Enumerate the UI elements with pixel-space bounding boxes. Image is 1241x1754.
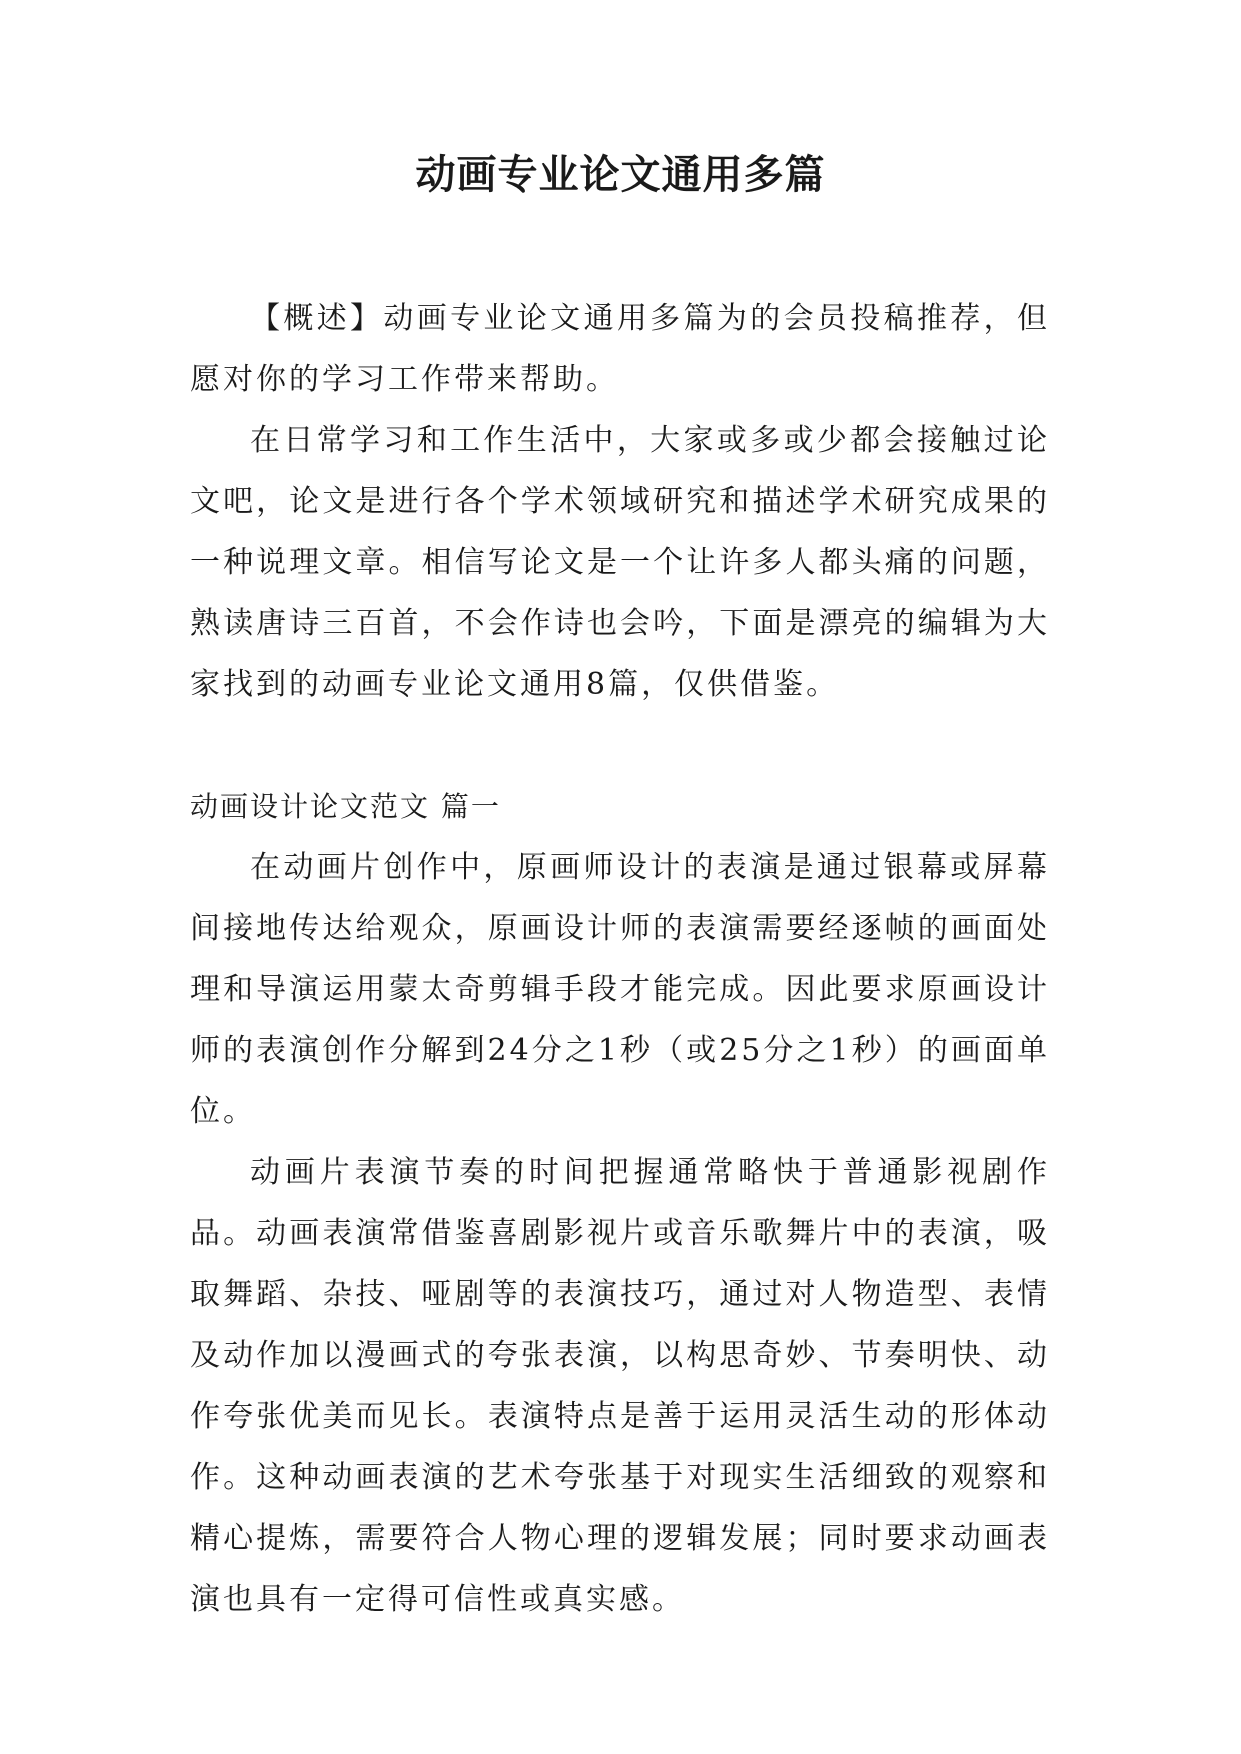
- intro-paragraph-context: 在日常学习和工作生活中，大家或多或少都会接触过论文吧，论文是进行各个学术领域研究和描述学术研究成果的一种说理文章。相信写论文是一个让许多人都头痛的问题，熟读唐诗三百首，不会作诗也会吟，下面是漂亮的编辑为大家找到的动画专业论文通用8篇，仅供借鉴。: [190, 423, 1050, 702]
- section-paragraph: 动画片表演节奏的时间把握通常略快于普通影视剧作品。动画表演常借鉴喜剧影视片或音乐歌舞片中的表演，吸取舞蹈、杂技、哑剧等的表演技巧，通过对人物造型、表情及动作加以漫画式的夸张表演，以构思奇妙、节奏明快、动作夸张优美而见长。表演特点是善于运用灵活生动的形体动作。这种动画表演的艺术夸张基于对现实生活细致的观察和精心提炼，需要符合人物心理的逻辑发展；同时要求动画表演也具有一定得可信性或真实感。: [190, 1155, 1050, 1617]
- intro-paragraph-summary: 【概述】动画专业论文通用多篇为的会员投稿推荐，但愿对你的学习工作带来帮助。: [190, 301, 1050, 397]
- document-body: [190, 288, 1050, 1630]
- section-spacer: [190, 715, 1050, 776]
- section-heading: 动画设计论文范文 篇一: [190, 790, 501, 823]
- document-title: 动画专业论文通用多篇: [415, 152, 826, 198]
- section-paragraph: 在动画片创作中，原画师设计的表演是通过银幕或屏幕间接地传达给观众，原画设计师的表演需要经逐帧的画面处理和导演运用蒙太奇剪辑手段才能完成。因此要求原画设计师的表演创作分解到24分之1秒（或25分之1秒）的画面单位。: [190, 850, 1050, 1129]
